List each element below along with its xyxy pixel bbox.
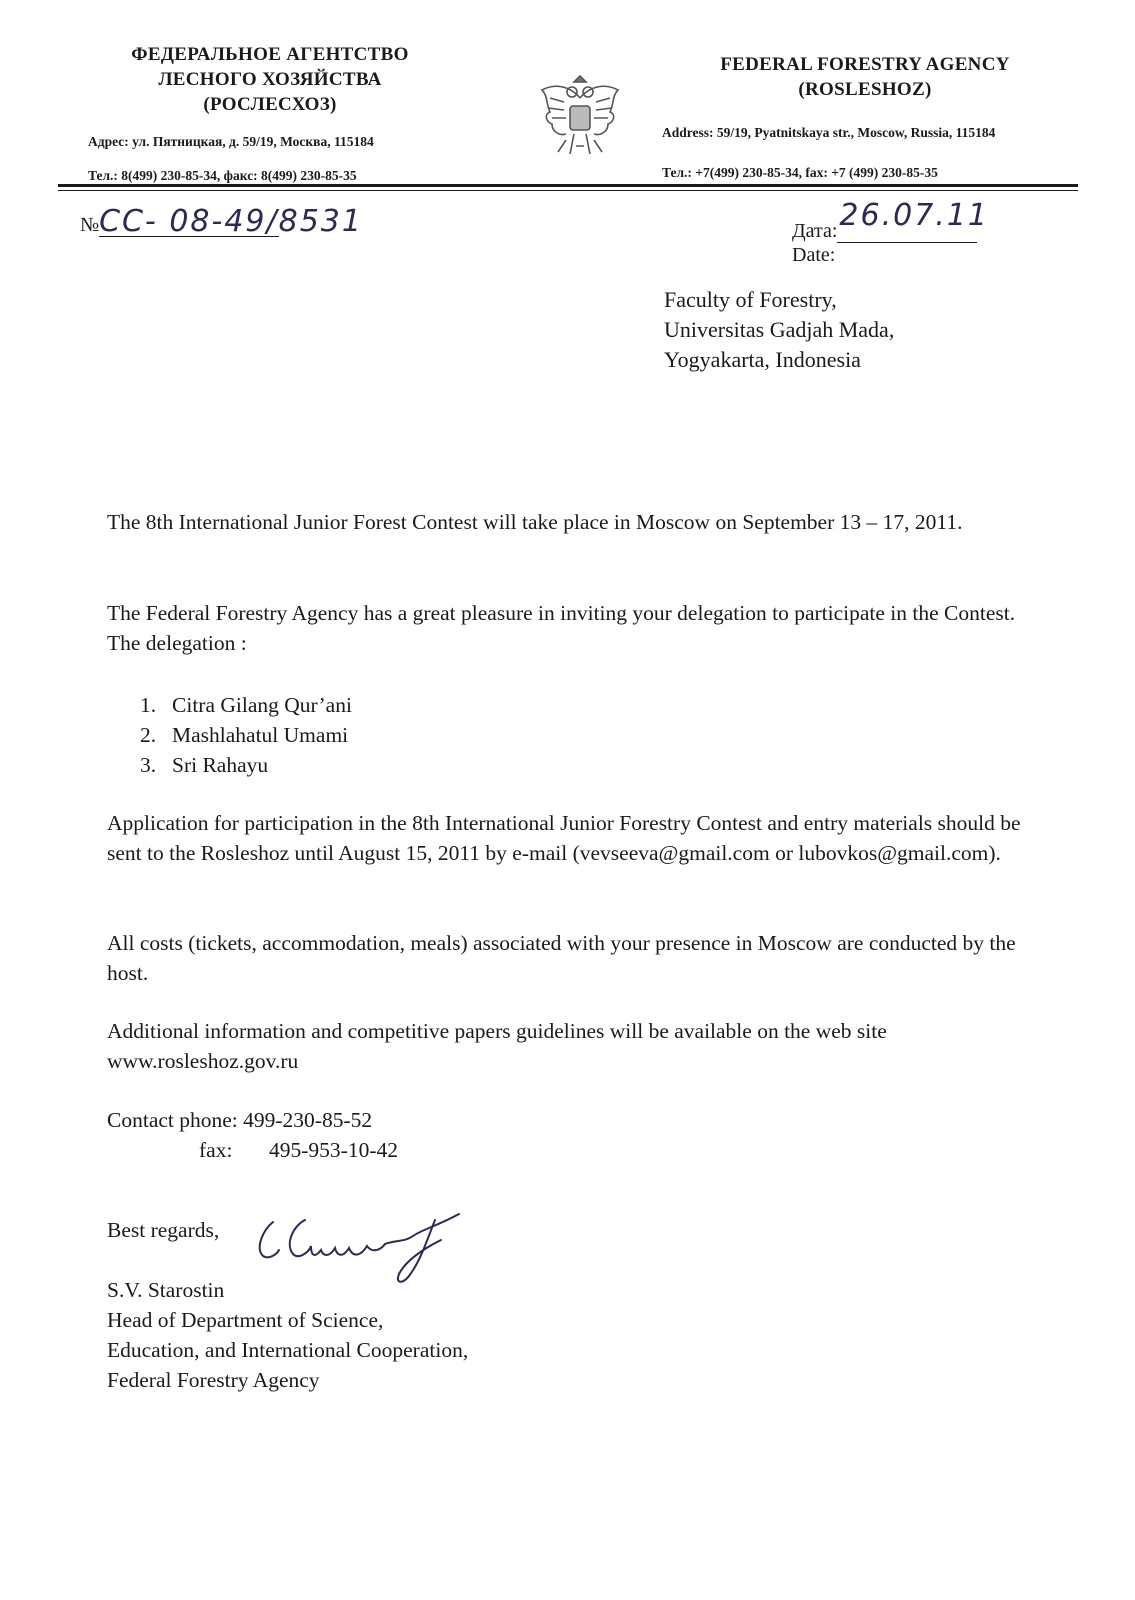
contact-phone-label: Contact phone: (107, 1108, 238, 1132)
delegate-name: Citra Gilang Qur’ani (172, 693, 352, 717)
agency-abbr-ru: (РОСЛЕСХОЗ) (203, 94, 337, 115)
fax-label: fax: (199, 1138, 233, 1162)
number-label: № (80, 214, 100, 236)
addressee-line1: Faculty of Forestry, (664, 287, 837, 312)
delegation-label: The delegation : (107, 631, 247, 655)
paragraph-costs: All costs (tickets, accommodation, meals) associated with your presence in Moscow are conducted by the host. (107, 931, 1016, 985)
best-regards: Best regards, (107, 1218, 220, 1242)
phone-en: Тел.: +7(499) 230-85-34, fax: +7 (499) 230-85-35 (662, 165, 938, 180)
agency-name-ru-line2: ЛЕСНОГО ХОЗЯЙСТВА (158, 69, 382, 90)
signer-title-line1: Head of Department of Science, (107, 1308, 384, 1332)
handwritten-number: СС- 08-49/8531 (99, 204, 363, 239)
phone-ru: Тел.: 8(499) 230-85-34, факс: 8(499) 230-85-35 (88, 168, 357, 183)
header-ru (60, 42, 480, 185)
addressee-line3: Yogyakarta, Indonesia (664, 347, 861, 372)
header-rule-thin (58, 190, 1078, 191)
signer-title-line3: Federal Forestry Agency (107, 1368, 320, 1392)
addressee (664, 285, 894, 375)
address-en: Address: 59/19, Pyatnitskaya str., Moscow, Russia, 115184 (662, 125, 996, 140)
handwritten-date: 26.07.11 (839, 198, 990, 233)
agency-name-ru-line1: ФЕДЕРАЛЬНОЕ АГЕНТСТВО (131, 44, 409, 65)
delegate-name: Mashlahatul Umami (172, 723, 349, 747)
list-item: 3. Sri Rahayu (140, 753, 269, 777)
paragraph-contest: The 8th International Junior Forest Contest will take place in Moscow on September 13 – 17, 2011. (107, 510, 963, 534)
agency-name-en: FEDERAL FORESTRY AGENCY (720, 54, 1010, 75)
contact-phone: 499-230-85-52 (243, 1108, 373, 1132)
reference-number (80, 204, 363, 239)
fax-number: 495-953-10-42 (269, 1138, 398, 1162)
signer-name: S.V. Starostin (107, 1278, 225, 1302)
agency-abbr-en: (ROSLESHOZ) (798, 79, 932, 100)
delegation-list (140, 690, 352, 780)
double-headed-eagle-icon (530, 68, 630, 168)
list-item: 1. Citra Gilang Qur’ani (140, 693, 352, 717)
address-ru: Адрес: ул. Пятницкая, д. 59/19, Москва, 115184 (88, 134, 374, 149)
list-item: 2. Mashlahatul Umami (140, 723, 349, 747)
paragraph-website: Additional information and competitive papers guidelines will be available on the web site www.rosleshoz.gov.ru (107, 1019, 887, 1073)
header-rule-thick (58, 184, 1078, 187)
contact-block (107, 1105, 398, 1165)
delegate-name: Sri Rahayu (172, 753, 269, 777)
invitation-text: The Federal Forestry Agency has a great pleasure in inviting your delegation to participate in the Contest. (107, 601, 1016, 625)
date-label-en: Date: (792, 244, 836, 266)
addressee-line2: Universitas Gadjah Mada, (664, 317, 895, 342)
signer-title-line2: Education, and International Cooperation, (107, 1338, 469, 1362)
date-label-ru: Дата: (792, 220, 838, 242)
date-underline (837, 198, 990, 243)
number-underline (99, 204, 363, 239)
header-en (640, 52, 1090, 182)
handwritten-signature (245, 1200, 495, 1290)
date-block (792, 198, 990, 267)
paragraph-invitation (107, 598, 1067, 658)
paragraph-application: Application for participation in the 8th International Junior Forestry Contest and entry materials should be sent to the Rosleshoz until August 15, 2011 by e-mail (vevseeva@gmail.com or lubovkos@gmail.com). (107, 811, 1021, 865)
